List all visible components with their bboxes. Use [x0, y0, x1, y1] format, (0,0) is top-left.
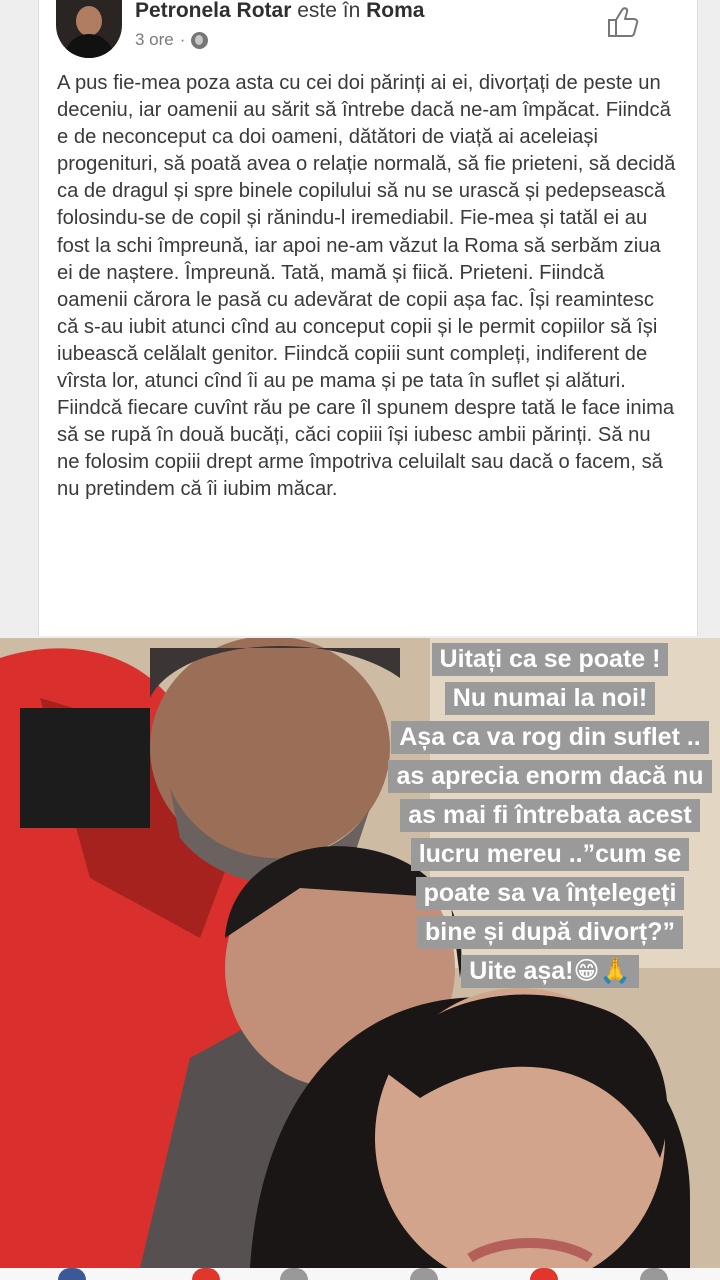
globe-icon [191, 32, 208, 49]
caption-line: Așa ca va rog din suflet .. [391, 721, 708, 754]
avatar-shoulders [64, 34, 114, 58]
meta-dot: · [179, 30, 186, 49]
caption-line: bine și după divorț?” [417, 916, 683, 949]
caption-line: poate sa va înțelegeți [416, 877, 685, 910]
avatar-face [76, 6, 102, 36]
caption-line: lucru mereu ..”cum se [411, 838, 690, 871]
post-meta [135, 30, 208, 50]
author-avatar[interactable] [56, 0, 122, 58]
post-body-text: A pus fie-mea poza asta cu cei doi părinți ai ei, divorțați de peste un deceniu, iar oamenii au sărit să întrebe dacă ne-am împăcat. Fiindcă e de neconceput ca doi oameni, dătători de viață ai aceleiași progenituri, să poată avea o relație normală, să fie prieteni, să decidă ca de dragul și spre binele copilului să nu se urască și pedepsească folosindu-se de copil și rănindu-l iremediabil. Fie-mea și tatăl ei au fost la schi împreună, iar apoi ne-am văzut la Roma să serbăm ziua ei de naștere. Împreună. Tată, mamă și fiică. Prieteni. Fiindcă oamenii cărora le pasă cu adevărat de copii așa fac. Își reamintesc că s-au iubit atunci cînd au conceput copii și le permit copiilor să își iubească celălalt genitor. Fiindcă copiii sunt compleți, indiferent de vîrsta lor, atunci cînd îi au pe mama și pe tata în suflet și alături. Fiindcă fiecare cuvînt rău pe care îl spunem despre tată le face inima să se rupă în două bucăți, căci copiii își iubesc ambii părinți. Să nu ne folosim copiii drept arme împotriva celuilalt sau dacă o facem, să nu pretindem că îi iubim măcar. [57, 72, 676, 501]
thumbs-up-icon[interactable] [606, 4, 642, 40]
caption-line: as mai fi întrebata acest [400, 799, 699, 832]
caption-line: Uitați ca se poate ! [432, 643, 669, 676]
header-connector: este în [297, 0, 361, 22]
bottom-nav-bar [0, 1268, 720, 1280]
post-time[interactable]: 3 ore [135, 30, 174, 49]
story-caption [380, 643, 720, 988]
caption-line: Nu numai la noi! [445, 682, 655, 715]
post-header [135, 0, 424, 23]
caption-line: Uite așa!😁🙏 [461, 955, 638, 988]
caption-line: as aprecia enorm dacă nu [388, 760, 711, 793]
location-link[interactable]: Roma [366, 0, 425, 22]
author-name[interactable]: Petronela Rotar [135, 0, 292, 22]
